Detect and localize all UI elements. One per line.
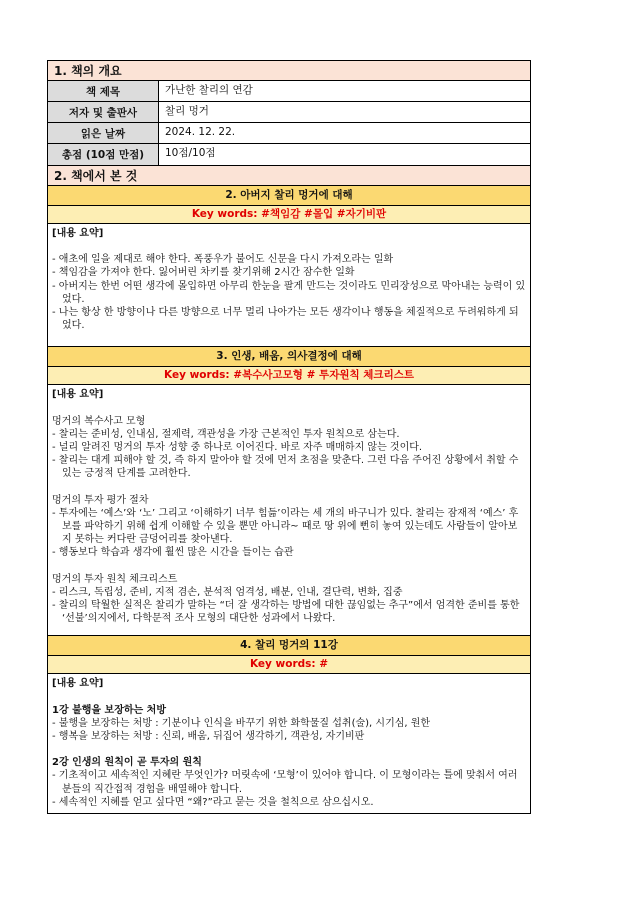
list-item: - 찰리는 대게 피해야 할 것, 즉 하지 말아야 할 것에 먼저 초점을 맞춘다. 그런 다음 주어진 상황에서 취할 수 있는 긍정적 단계를 고려한다. bbox=[52, 455, 519, 480]
meta-row-score bbox=[48, 144, 530, 166]
list-item: - 세속적인 지혜를 얻고 싶다면 “왜?”라고 묻는 것을 철칙으로 삼으십시오. bbox=[52, 796, 374, 808]
list-item: - 책임감을 가져야 한다. 잃어버린 차키를 찾기위해 2시간 잠수한 일화 bbox=[52, 267, 355, 279]
topic-body bbox=[48, 674, 530, 814]
topic-body bbox=[48, 385, 530, 636]
topic-keywords: Key words: #복수사고모형 # 투자원칙 체크리스트 bbox=[48, 367, 530, 385]
content-section-title: 2. 책에서 본 것 bbox=[48, 166, 530, 186]
summary-label: [내용 요약] bbox=[52, 389, 104, 401]
list-item: - 찰리는 준비성, 인내심, 절제력, 객관성을 가장 근본적인 투자 원칙으로 삼는다. bbox=[52, 428, 400, 440]
meta-row-author bbox=[48, 102, 530, 123]
meta-row-title bbox=[48, 81, 530, 102]
book-report-table bbox=[47, 60, 531, 814]
topic-title: 3. 인생, 배움, 의사결정에 대해 bbox=[48, 347, 530, 367]
topic-keywords: Key words: #책임감 #몰입 #자기비판 bbox=[48, 206, 530, 224]
group-heading: 멍거의 투자 원칙 체크리스트 bbox=[52, 573, 178, 585]
group-heading: 멍거의 투자 평가 절차 bbox=[52, 494, 149, 506]
list-item: - 불행을 보장하는 처방 : 기분이나 인식을 바꾸기 위한 화학물질 섭취(술), 시기심, 원한 bbox=[52, 717, 431, 729]
list-item: - 널리 알려진 멍거의 투자 성향 중 하나로 이어진다. 바로 자주 매매하지 않는 것이다. bbox=[52, 442, 423, 454]
summary-label: [내용 요약] bbox=[52, 228, 104, 239]
list-item: - 기초적이고 세속적인 지혜란 무엇인가? 머릿속에 ‘모형’이 있어야 합니다. 이 모형이라는 틀에 맞춰서 여러분들의 직간접적 경험을 배열해야 합니다. bbox=[52, 770, 518, 795]
topic-body bbox=[48, 224, 530, 347]
list-item: - 투자에는 ‘예스’와 ‘노’ 그리고 ‘이해하기 너무 힘듦’이라는 세 개의 바구니가 있다. 찰리는 잠재적 ‘예스’ 후보를 파악하기 위해 쉽게 이해할 수 있을 뿐만 아니라~ 때로 땅 위에 뻔히 놓여 있는데도 사람들이 알아보지 못하는 커다란 금덩어리를 찾아낸다. bbox=[52, 507, 519, 546]
list-item: - 행복을 보장하는 처방 : 신뢰, 배움, 뒤집어 생각하기, 객관성, 자기비판 bbox=[52, 731, 365, 743]
meta-label: 총점 (10점 만점) bbox=[48, 144, 159, 165]
lecture-heading: 2강 인생의 원칙이 곧 투자의 원칙 bbox=[52, 757, 202, 769]
list-item: - 나는 항상 한 방향이나 다른 방향으로 너무 멀리 나아가는 모든 생각이나 행동을 체질적으로 두려워하게 되었다. bbox=[52, 307, 519, 332]
list-item: - 찰리의 탁월한 실적은 찰리가 말하는 “더 잘 생각하는 방법에 대한 끊임없는 추구”에서 엄격한 준비를 통한 ‘선불’의지에서, 다학문적 조사 모형의 대단한 성과에서 나왔다. bbox=[52, 600, 520, 625]
list-item: - 아버지는 한번 어떤 생각에 몰입하면 아무리 한눈을 팔게 만드는 것이라도 민리장성으로 막아내는 능력이 있었다. bbox=[52, 280, 526, 305]
list-item: - 행동보다 학습과 생각에 훨씬 많은 시간을 들이는 습관 bbox=[52, 547, 294, 559]
topic-keywords: Key words: # bbox=[48, 656, 530, 674]
meta-label: 책 제목 bbox=[48, 81, 159, 101]
read-date-value: 2024. 12. 22. bbox=[165, 126, 236, 138]
group-heading: 멍거의 복수사고 모형 bbox=[52, 415, 146, 427]
book-title-value: 가난한 찰리의 연감 bbox=[165, 84, 253, 96]
list-item: - 리스크, 독립성, 준비, 지적 겸손, 분석적 엄격성, 배분, 인내, 결단력, 변화, 집중 bbox=[52, 586, 403, 598]
meta-label: 읽은 날짜 bbox=[48, 123, 159, 143]
topic-title: 2. 아버지 찰리 멍거에 대해 bbox=[48, 186, 530, 206]
lecture-heading: 1강 불행을 보장하는 처방 bbox=[52, 704, 167, 716]
overview-section-title: 1. 책의 개요 bbox=[48, 61, 530, 81]
score-value: 10점/10점 bbox=[165, 147, 216, 159]
summary-label: [내용 요약] bbox=[52, 678, 104, 690]
topic-title: 4. 찰리 멍거의 11강 bbox=[48, 636, 530, 656]
author-value: 찰리 멍거 bbox=[165, 105, 209, 117]
list-item: - 애초에 일을 제대로 해야 한다. 폭풍우가 불어도 신문을 다시 가져오라는 일화 bbox=[52, 254, 394, 266]
meta-label: 저자 및 출판사 bbox=[48, 102, 159, 122]
meta-row-date bbox=[48, 123, 530, 144]
